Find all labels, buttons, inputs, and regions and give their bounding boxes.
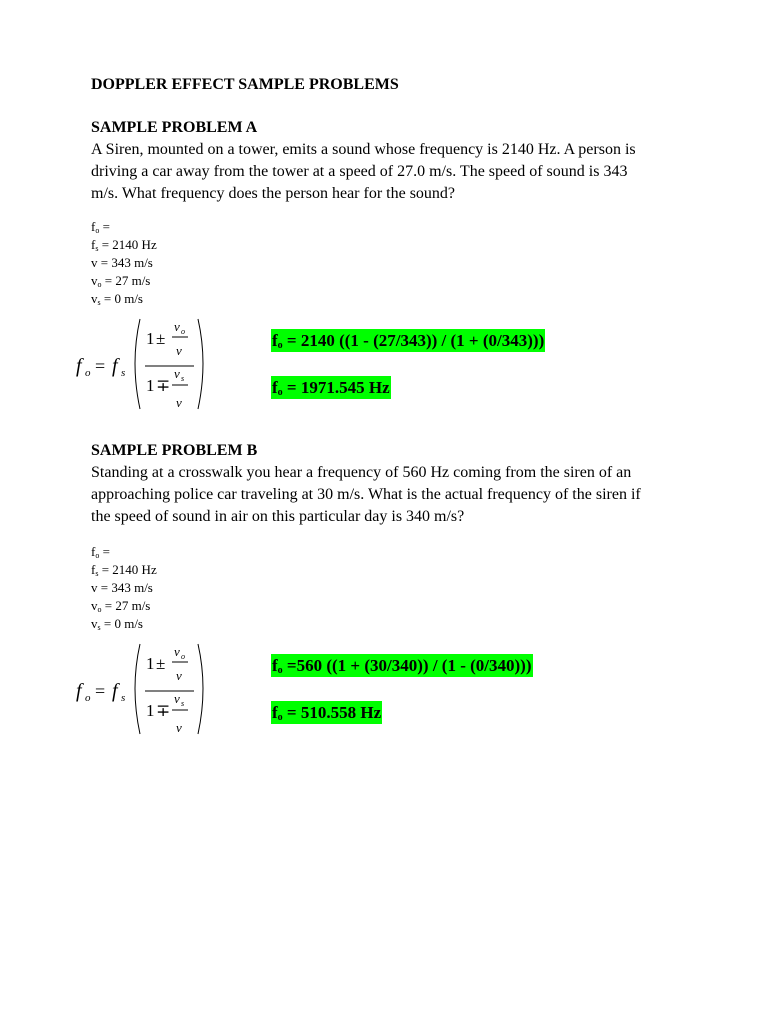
problem-b-text xyxy=(91,462,701,528)
svg-text:o: o xyxy=(85,692,91,704)
problem-b-calculation: $f_o =560$ ((1 + (30/340)) / (1 - (0/340))) xyxy=(272,656,532,676)
svg-text:v: v xyxy=(176,720,182,735)
svg-text:s: s xyxy=(181,699,185,708)
problem-a-text xyxy=(91,139,701,205)
svg-text:f: f xyxy=(76,680,82,702)
variable-line: $f_s = 2140$ Hz xyxy=(91,237,157,253)
problem-b-result: $f_o = 510.558$ Hz xyxy=(272,703,382,723)
svg-text:o: o xyxy=(181,327,185,336)
problem-b-heading: SAMPLE PROBLEM B xyxy=(91,442,258,459)
svg-text:v: v xyxy=(174,319,180,334)
problem-b-section xyxy=(91,440,701,528)
problem-a-variables xyxy=(91,218,157,308)
variable-line: $v_s = 0$ m/s xyxy=(91,616,143,632)
problem-a-text-line: driving a car away from the tower at a speed of 27.0 m/s. The speed of sound is 343 xyxy=(91,163,628,180)
problem-b-text-line: Standing at a crosswalk you hear a frequency of 560 Hz coming from the siren of an xyxy=(91,464,632,481)
variable-line: $v_o = 27$ m/s xyxy=(91,598,151,614)
svg-text:v: v xyxy=(174,366,180,381)
svg-text:±: ± xyxy=(156,654,166,673)
variable-line: $v_s = 0$ m/s xyxy=(91,291,143,307)
problem-a-calculation: $f_o = 2140$ ((1 - (27/343)) / (1 + (0/343))) xyxy=(272,331,545,351)
svg-text:s: s xyxy=(181,374,185,383)
variable-line: $v_o = 27$ m/s xyxy=(91,273,151,289)
svg-text:v: v xyxy=(176,395,182,410)
svg-text:f: f xyxy=(112,680,118,702)
svg-text:±: ± xyxy=(156,329,166,348)
problem-a-text-line: m/s. What frequency does the person hear for the sound? xyxy=(91,185,456,202)
variable-line: v = 343 m/s xyxy=(91,255,153,270)
svg-text:o: o xyxy=(181,652,185,661)
svg-text:v: v xyxy=(174,691,180,706)
doppler-formula-a xyxy=(72,315,212,420)
variable-line: $f_s = 2140$ Hz xyxy=(91,562,157,578)
doppler-formula-graphic xyxy=(72,640,212,740)
doppler-formula-b xyxy=(72,640,212,745)
svg-text:=: = xyxy=(95,681,106,701)
problem-b-variables xyxy=(91,543,157,633)
svg-text:o: o xyxy=(85,367,91,379)
svg-text:1: 1 xyxy=(146,329,155,348)
document-title: DOPPLER EFFECT SAMPLE PROBLEMS xyxy=(91,76,399,93)
svg-text:f: f xyxy=(112,355,118,377)
problem-a-heading: SAMPLE PROBLEM A xyxy=(91,119,258,136)
problem-b-text-line: approaching police car traveling at 30 m/s. What is the actual frequency of the siren if xyxy=(91,486,641,503)
svg-text:∓: ∓ xyxy=(156,701,171,720)
svg-text:v: v xyxy=(176,343,182,358)
svg-text:1: 1 xyxy=(146,654,155,673)
variable-line: $f_o$ = xyxy=(91,219,110,235)
problem-a-section xyxy=(91,117,701,205)
svg-text:=: = xyxy=(95,356,106,376)
svg-text:v: v xyxy=(176,668,182,683)
svg-text:1: 1 xyxy=(146,701,155,720)
variable-line: v = 343 m/s xyxy=(91,580,153,595)
svg-text:1: 1 xyxy=(146,376,155,395)
svg-text:∓: ∓ xyxy=(156,376,171,395)
problem-a-text-line: A Siren, mounted on a tower, emits a sound whose frequency is 2140 Hz. A person is xyxy=(91,141,636,158)
svg-text:f: f xyxy=(76,355,82,377)
svg-text:s: s xyxy=(121,367,126,379)
svg-text:v: v xyxy=(174,644,180,659)
problem-a-result: $f_o = 1971.545$ Hz xyxy=(272,378,390,398)
variable-line: $f_o$ = xyxy=(91,544,110,560)
doppler-formula-graphic xyxy=(72,315,212,415)
svg-text:s: s xyxy=(121,692,126,704)
problem-b-text-line: the speed of sound in air on this particular day is 340 m/s? xyxy=(91,508,465,525)
